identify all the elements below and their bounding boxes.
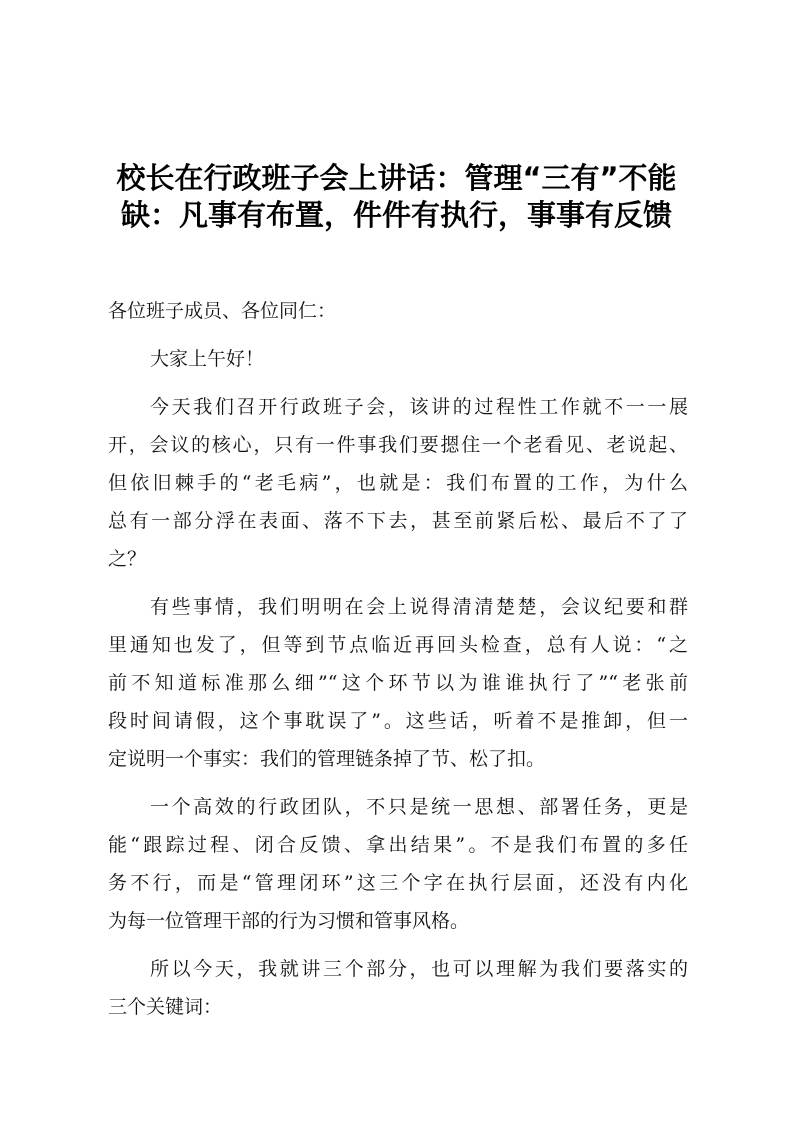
paragraph-line: 务不行，而是“管理闭环”这三个字在执行层面，还没有内化: [108, 872, 688, 894]
paragraph-line: 段时间请假，这个事耽误了”。这些话，听着不是推卸，但一: [108, 710, 688, 732]
paragraph-line: 一个高效的行政团队，不只是统一思想、部署任务，更是: [150, 796, 688, 818]
paragraph-line: 开，会议的核心，只有一件事我们要摁住一个老看见、老说起、: [108, 434, 688, 456]
title-line: 校长在行政班子会上讲话：管理“三有”不能: [116, 161, 677, 195]
paragraph: [108, 950, 688, 1026]
paragraph-line: 里通知也发了，但等到节点临近再回头检查，总有人说：“之: [108, 634, 688, 656]
paragraph-line: 三个关键词：: [108, 996, 223, 1018]
paragraph-line: 为每一位管理干部的行为习惯和管事风格。: [108, 910, 470, 932]
paragraph-line: 今天我们召开行政班子会，该讲的过程性工作就不一一展: [150, 396, 688, 418]
paragraph-line: 定说明一个事实：我们的管理链条掉了节、松了扣。: [108, 748, 546, 770]
paragraph: [108, 588, 688, 778]
greeting: [108, 340, 688, 378]
paragraph-line: 有些事情，我们明明在会上说得清清楚楚，会议纪要和群: [150, 596, 688, 618]
paragraph: [108, 788, 688, 940]
paragraph-line: 之？: [108, 548, 147, 570]
paragraph-line: 能“跟踪过程、闭合反馈、拿出结果”。不是我们布置的多任: [108, 834, 688, 856]
document-body: [108, 292, 688, 1036]
title-line: 缺：凡事有布置，件件有执行，事事有反馈: [120, 198, 672, 232]
paragraph-line: 但依旧棘手的“老毛病”，也就是：我们布置的工作，为什么: [108, 472, 688, 494]
greeting-text: 大家上午好！: [150, 348, 265, 370]
salutation-text: 各位班子成员、各位同仁：: [108, 300, 337, 322]
paragraph: [108, 388, 688, 578]
paragraph-line: 前不知道标准那么细”“这个环节以为谁谁执行了”“老张前: [108, 672, 688, 694]
document-title: [100, 160, 693, 234]
salutation: [108, 292, 688, 330]
paragraph-line: 总有一部分浮在表面、落不下去，甚至前紧后松、最后不了了: [108, 510, 688, 532]
paragraph-line: 所以今天，我就讲三个部分，也可以理解为我们要落实的: [150, 958, 688, 980]
